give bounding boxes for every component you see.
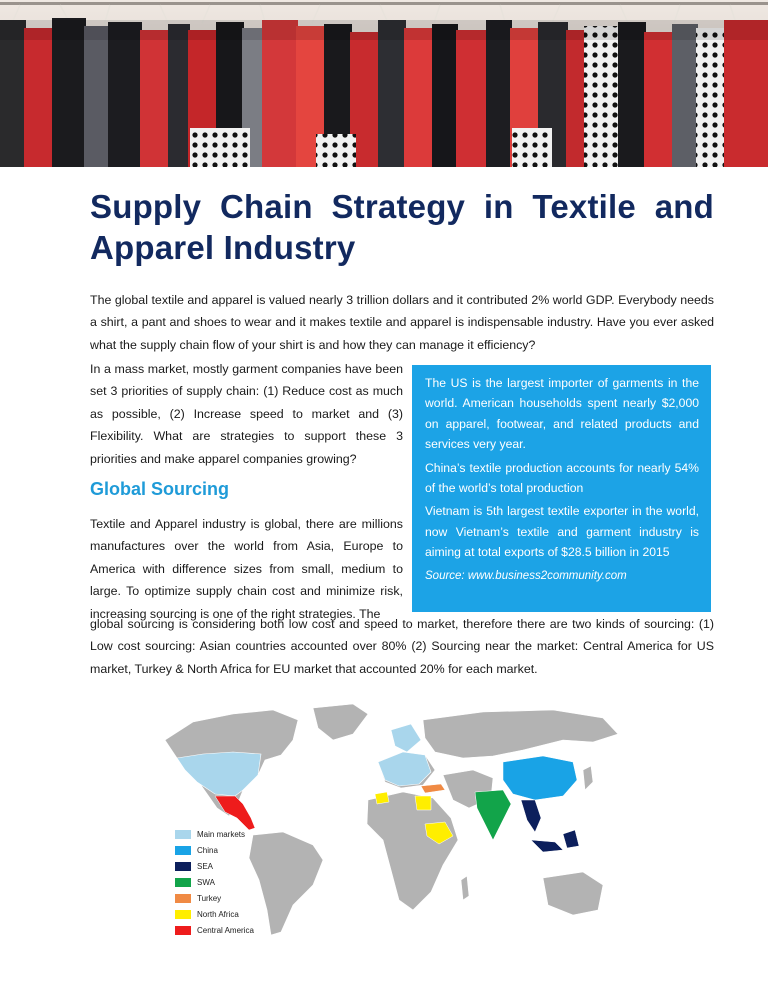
legend-swatch — [175, 830, 191, 839]
sourcing-paragraph-column: Textile and Apparel industry is global, there are millions manufactures over the world from Asia, Europe to America with difference sizes from small, medium to large. To optimize supply chain cost and minimize risk, increasing sourcing is one of the right strategies. The — [90, 517, 403, 621]
sourcing-paragraph-full: global sourcing is considering both low cost and speed to market, therefore there are two kinds of sourcing: (1) Low cost sourcing: Asian countries accounted over 80% (2) Sourcing near the market: Central America for US market, Turkey & North Africa for EU market that accounted 20% for each market. — [90, 617, 714, 676]
legend-swatch — [175, 894, 191, 903]
legend-item — [175, 906, 254, 922]
legend-label: Turkey — [197, 893, 222, 903]
callout-fact-us: The US is the largest importer of garments in the world. American households spent nearly $2,000 on apparel, footwear, and related products and services very year. — [425, 376, 699, 452]
legend-swatch — [175, 926, 191, 935]
clothing-rack-photo — [0, 0, 768, 167]
legend-label: Central America — [197, 925, 254, 935]
callout-fact-vietnam: Vietnam is 5th largest textile exporter in the world, now Vietnam’s textile and garment industry is aiming at total exports of $28.5 billion in 2015 — [425, 504, 699, 560]
legend-swatch — [175, 846, 191, 855]
map-legend — [175, 826, 254, 938]
legend-item — [175, 874, 254, 890]
legend-label: SEA — [197, 861, 214, 871]
page-title: Supply Chain Strategy in Textile and Apparel Industry — [90, 188, 714, 266]
callout-source: Source: www.business2community.com — [425, 569, 627, 582]
legend-item — [175, 826, 254, 842]
legend-label: China — [197, 845, 218, 855]
legend-label: North Africa — [197, 909, 239, 919]
legend-swatch — [175, 862, 191, 871]
callout-fact-china: China’s textile production accounts for nearly 54% of the world’s total production — [425, 460, 699, 496]
legend-item — [175, 922, 254, 938]
intro-paragraph: The global textile and apparel is valued nearly 3 trillion dollars and it contributed 2% world GDP. Everybody needs a shirt, a pant and shoes to wear and it makes textile and apparel is indispensable industry. Have you ever asked what the supply chain flow of your shirt is and how they can manage it efficiency? — [90, 293, 714, 352]
legend-swatch — [175, 910, 191, 919]
legend-item — [175, 890, 254, 906]
section-heading: Global Sourcing — [90, 479, 230, 499]
legend-item — [175, 858, 254, 874]
legend-swatch — [175, 878, 191, 887]
priorities-paragraph: In a mass market, mostly garment companies have been set 3 priorities of supply chain: (1) Reduce cost as much as possible, (2) Increase speed to market and (3) Flexibility. What are strategies to support these 3 priorities and make apparel companies growing? — [90, 362, 403, 466]
legend-item — [175, 842, 254, 858]
facts-callout-box — [412, 365, 711, 612]
legend-label: Main markets — [197, 829, 246, 839]
legend-label: SWA — [197, 877, 215, 887]
